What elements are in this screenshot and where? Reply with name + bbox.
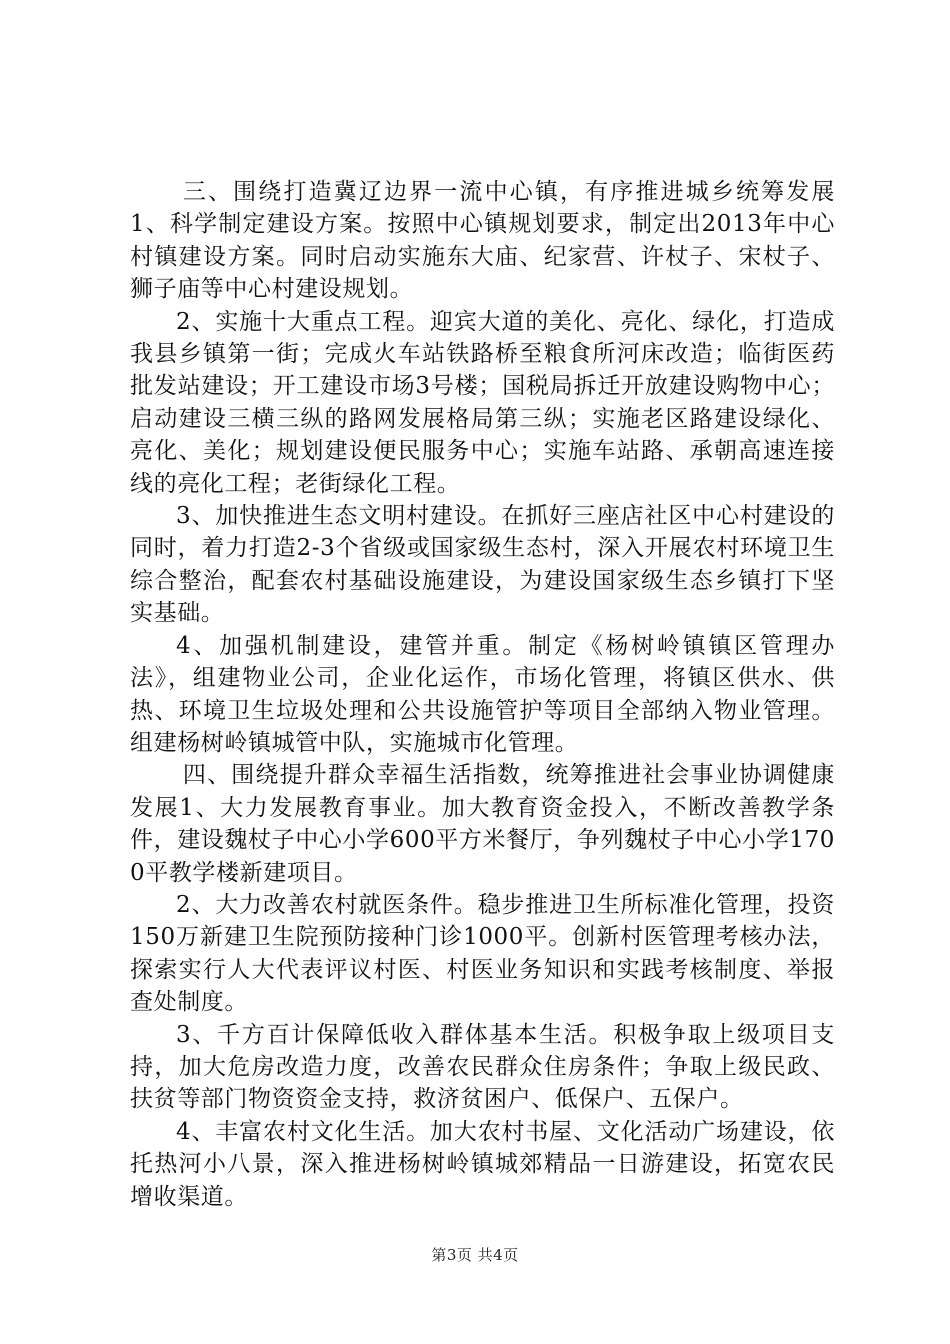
section-four-paragraph: 四、围绕提升群众幸福生活指数，统筹推进社会事业协调健康发展1、大力发展教育事业。加大教育资金投入，不断改善教学条件，建设魏杖子中心小学600平方米餐厅，争列魏杖子中心小学1700平教学楼新建项目。 (130, 762, 835, 886)
item-3-eco-village-paragraph: 3、加快推进生态文明村建设。在抓好三座店社区中心村建设的同时，着力打造2-3个省级或国家级生态村，深入开展农村环境卫生综合整治，配套农村基础设施建设，为建设国家级生态乡镇打下坚实基础。 (130, 503, 835, 627)
document-body (130, 176, 835, 1213)
section-three-paragraph: 三、围绕打造冀辽边界一流中心镇，有序推进城乡统筹发展1、科学制定建设方案。按照中心镇规划要求，制定出2013年中心村镇建设方案。同时启动实施东大庙、纪家营、许杖子、宋杖子、狮子庙等中心村建设规划。 (130, 179, 835, 303)
page-number-footer: 第3页 共4页 (431, 1246, 519, 1264)
item-3-low-income-paragraph: 3、千方百计保障低收入群体基本生活。积极争取上级项目支持，加大危房改造力度，改善农民群众住房条件；争取上级民政、扶贫等部门物资资金支持，救济贫困户、低保户、五保户。 (130, 1021, 835, 1113)
item-4-mechanism-paragraph: 4、加强机制建设，建管并重。制定《杨树岭镇镇区管理办法》，组建物业公司，企业化运作，市场化管理，将镇区供水、供热、环境卫生垃圾处理和公共设施管护等项目全部纳入物业管理。组建杨树岭镇城管中队，实施城市化管理。 (130, 632, 835, 756)
item-4-culture-paragraph: 4、丰富农村文化生活。加大农村书屋、文化活动广场建设，依托热河小八景，深入推进杨树岭镇城郊精品一日游建设，拓宽农民增收渠道。 (130, 1118, 835, 1210)
item-2-ten-key-projects-paragraph: 2、实施十大重点工程。迎宾大道的美化、亮化、绿化，打造成我县乡镇第一街；完成火车站铁路桥至粮食所河床改造；临街医药批发站建设；开工建设市场3号楼；国税局拆迁开放建设购物中心；启动建设三横三纵的路网发展格局第三纵；实施老区路建设绿化、亮化、美化；规划建设便民服务中心；实施车站路、承朝高速连接线的亮化工程；老街绿化工程。 (130, 308, 835, 497)
item-2-medical-paragraph: 2、大力改善农村就医条件。稳步推进卫生所标准化管理，投资150万新建卫生院预防接种门诊1000平。创新村医管理考核办法，探索实行人大代表评议村医、村医业务知识和实践考核制度、举报查处制度。 (130, 891, 835, 1016)
